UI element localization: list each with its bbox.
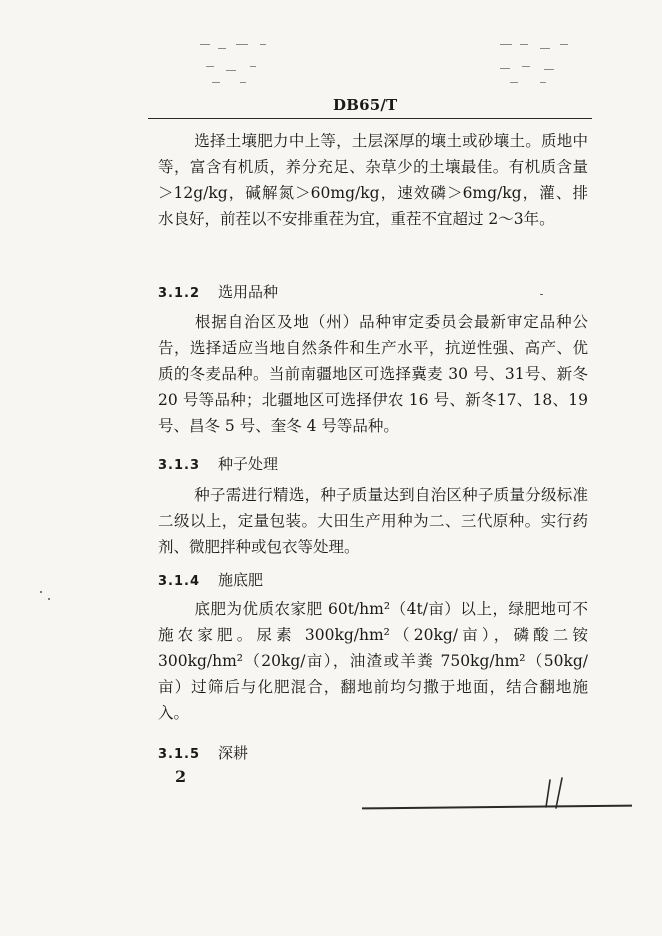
header-rule — [148, 118, 592, 119]
paragraph-text: 种子需进行精选，种子质量达到自治区种子质量分级标准二级以上，定量包装。大田生产用种为二、三代原种。实行药剂、微肥拌种或包衣等处理。 — [158, 486, 588, 556]
paragraph-text: 底肥为优质农家肥 60t/hm²（4t/亩）以上，绿肥地可不施农家肥。尿素 300kg/hm²（20kg/亩），磷酸二铵300kg/hm²（20kg/亩），油渣或羊粪 750kg/hm²（50kg/亩）过筛后与化肥混合，翻地前均匀撒于地面，结合翻地施入。 — [158, 600, 588, 722]
scan-artifact-dashes — [210, 82, 570, 84]
document-code-header: DB65/T — [333, 96, 398, 114]
section-title: 种子处理 — [218, 455, 279, 473]
section-heading-3-1-2 — [158, 280, 278, 306]
paragraph-text: 选择土壤肥力中上等，土层深厚的壤土或砂壤土。质地中等，富含有机质，养分充足、杂草少的土壤最佳。有机质含量＞12g/kg，碱解氮＞60mg/kg，速效磷＞6mg/kg，灌、排水良好，前茬以不安排重茬为宜，重茬不宜超过 2～3年。 — [158, 132, 588, 228]
section-number: 3.1.2 — [158, 286, 201, 301]
paragraph-text: 根据自治区及地（州）品种审定委员会最新审定品种公告，选择适应当地自然条件和生产水平，抗逆性强、高产、优质的冬麦品种。当前南疆地区可选择冀麦 30 号、31号、新冬 20 号等品种；北疆地区可选择伊农 16 号、新冬17、18、19 号、昌冬 5 号、奎冬 4 号等品种。 — [158, 313, 588, 435]
section-heading-3-1-4 — [158, 568, 263, 594]
section-number: 3.1.4 — [158, 574, 201, 589]
section-number: 3.1.3 — [158, 458, 201, 473]
scan-artifact-dashes — [200, 66, 580, 68]
paragraph-variety-selection — [158, 309, 588, 439]
section-title: 选用品种 — [218, 283, 279, 301]
paragraph-base-fertilizer — [158, 596, 588, 726]
section-heading-3-1-3 — [158, 452, 278, 478]
paragraph-seed-treatment — [158, 482, 588, 560]
scan-speck — [48, 598, 50, 600]
scan-speck — [40, 591, 42, 593]
section-title: 施底肥 — [218, 571, 264, 589]
section-title: 深耕 — [218, 744, 249, 762]
section-heading-3-1-5 — [158, 741, 248, 767]
section-number: 3.1.5 — [158, 747, 201, 762]
scan-speck — [540, 294, 543, 295]
scan-artifact-dashes — [200, 44, 580, 46]
bottom-rule — [362, 805, 632, 810]
paragraph-soil-selection — [158, 128, 588, 232]
page-number: 2 — [175, 767, 187, 786]
